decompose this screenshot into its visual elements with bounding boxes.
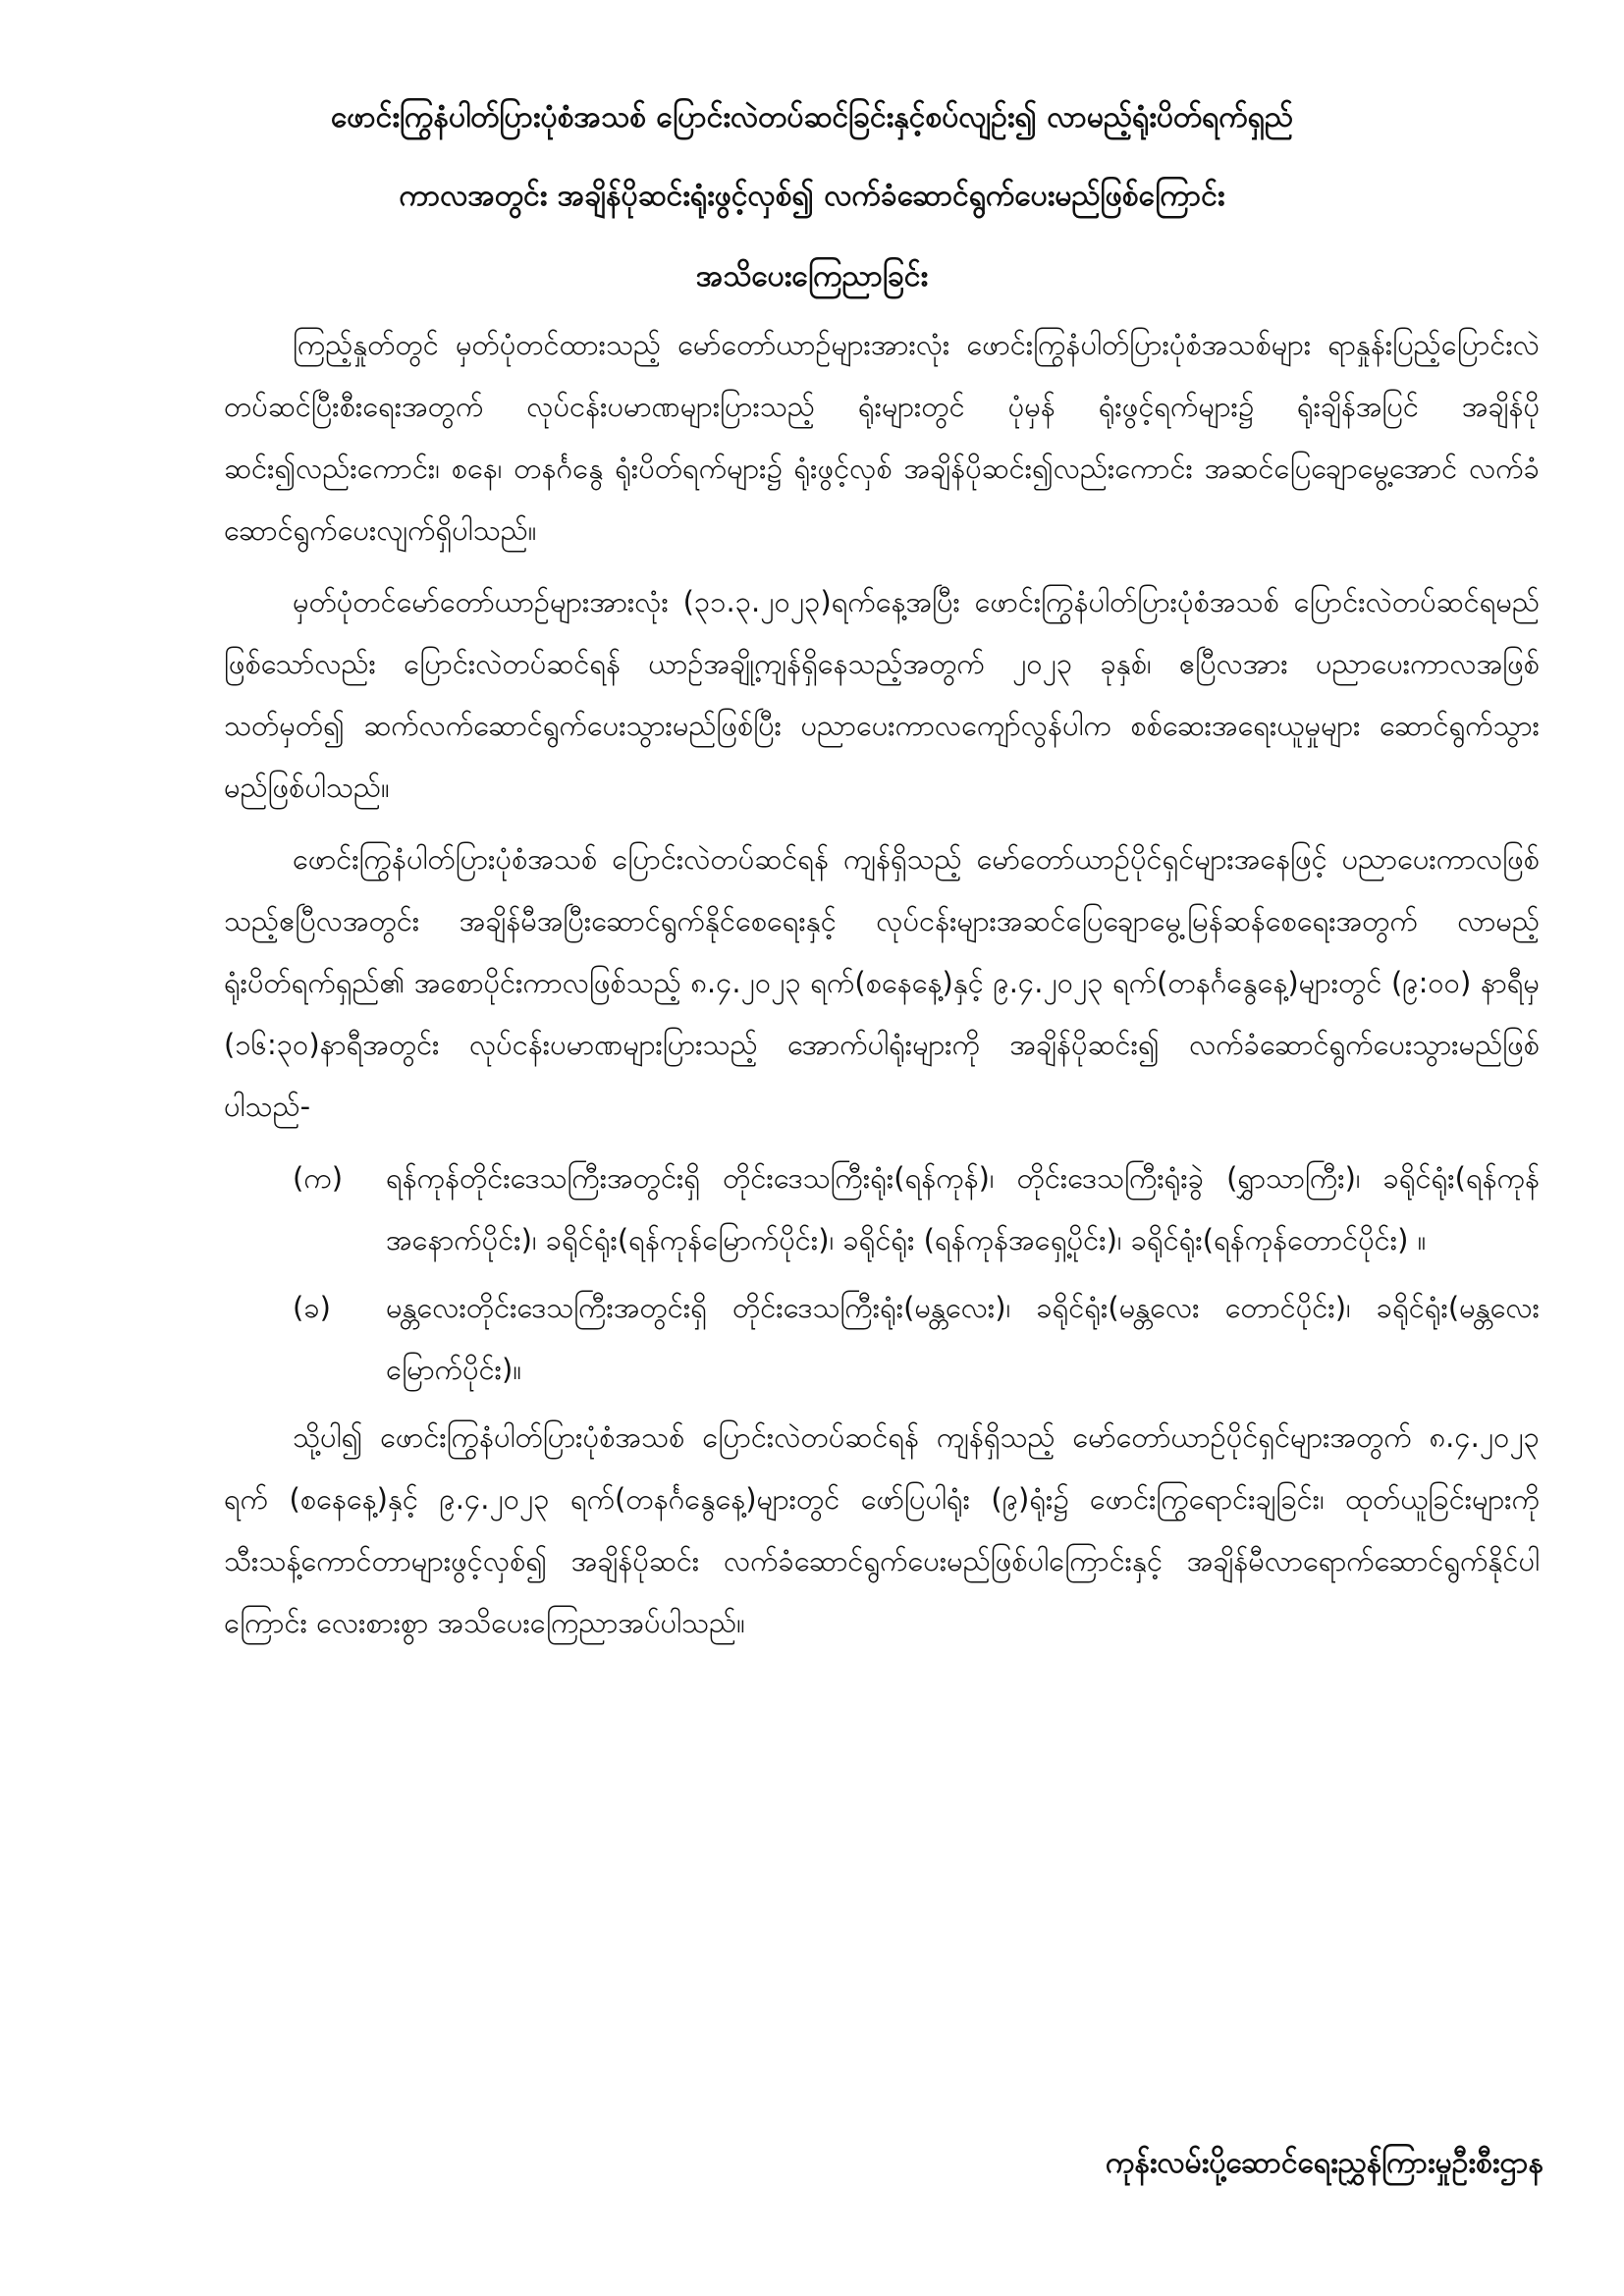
list-item — [224, 1277, 1540, 1401]
title-line-2: ကာလအတွင်း အချိန်ပိုဆင်းရုံးဖွင့်လှစ်၍ လက်ခံဆောင်ရွက်ပေးမည်ဖြစ်ကြောင်း — [399, 179, 1225, 213]
closing-paragraph: သို့ပါ၍ ဖောင်းကြွနံပါတ်ပြားပုံစံအသစ် ပြောင်းလဲတပ်ဆင်ရန် ကျန်ရှိသည့် မော်တော်ယာဉ်ပိုင်ရှင်များအတွက် ၈.၄.၂၀၂၃ ရက် (စနေနေ့)နှင့် ၉.၄.၂၀၂၃ ရက်(တနင်္ဂနွေနေ့)များတွင် ဖော်ပြပါရုံး (၉)ရုံး၌ ဖောင်းကြွရောင်းချခြင်း၊ ထုတ်ယူခြင်းများကို သီးသန့်ကောင်တာများဖွင့်လှစ်၍ အချိန်ပိုဆင်း လက်ခံဆောင်ရွက်ပေးမည်ဖြစ်ပါကြောင်းနှင့် အချိန်မီလာရောက်ဆောင်ရွက်နိုင်ပါကြောင်း လေးစားစွာ အသိပေးကြေညာအပ်ပါသည်။ — [224, 1420, 1540, 1639]
signature-department: ကုန်းလမ်းပို့ဆောင်ရေးညွှန်ကြားမှုဦးစီးဌာန — [1106, 2146, 1543, 2180]
office-list — [224, 1148, 1540, 1401]
title-line-1: ဖောင်းကြွနံပါတ်ပြားပုံစံအသစ် ပြောင်းလဲတပ်ဆင်ခြင်းနှင့်စပ်လျဉ်း၍ လာမည့်ရုံးပိတ်ရက်ရှည် — [331, 100, 1293, 134]
paragraph-2: မှတ်ပုံတင်မော်တော်ယာဉ်များအားလုံး (၃၁.၃.၂၀၂၃)ရက်နေ့အပြီး ဖောင်းကြွနံပါတ်ပြားပုံစံအသစ် ပြောင်းလဲတပ်ဆင်ရမည်ဖြစ်သော်လည်း ပြောင်းလဲတပ်ဆင်ရန် ယာဉ်အချို့ကျန်ရှိနေသည့်အတွက် ၂၀၂၃ ခုနှစ်၊ ဧပြီလအား ပညာပေးကာလအဖြစ်သတ်မှတ်၍ ဆက်လက်ဆောင်ရွက်ပေးသွားမည်ဖြစ်ပြီး ပညာပေးကာလကျော်လွန်ပါက စစ်ဆေးအရေးယူမှုများ ဆောင်ရွက်သွားမည်ဖြစ်ပါသည်။ — [224, 585, 1540, 804]
list-item-text: ရန်ကုန်တိုင်းဒေသကြီးအတွင်းရှိ တိုင်းဒေသကြီးရုံး(ရန်ကုန်)၊ တိုင်းဒေသကြီးရုံးခွဲ (ရွှာသာကြီး)၊ ခရိုင်ရုံး(ရန်ကုန်အနောက်ပိုင်း)၊ ခရိုင်ရုံး(ရန်ကုန်မြောက်ပိုင်း)၊ ခရိုင်ရုံး (ရန်ကုန်အရှေ့ပိုင်း)၊ ခရိုင်ရုံး(ရန်ကုန်တောင်ပိုင်း) ။ — [386, 1161, 1540, 1256]
list-item — [224, 1148, 1540, 1271]
list-item-text: မန္တလေးတိုင်းဒေသကြီးအတွင်းရှိ တိုင်းဒေသကြီးရုံး(မန္တလေး)၊ ခရိုင်ရုံး(မန္တလေး တောင်ပိုင်း)၊ ခရိုင်ရုံး(မန္တလေးမြောက်ပိုင်း)။ — [386, 1291, 1540, 1386]
paragraph-3: ဖောင်းကြွနံပါတ်ပြားပုံစံအသစ် ပြောင်းလဲတပ်ဆင်ရန် ကျန်ရှိသည့် မော်တော်ယာဉ်ပိုင်ရှင်များအနေဖြင့် ပညာပေးကာလဖြစ်သည့်ဧပြီလအတွင်း အချိန်မီအပြီးဆောင်ရွက်နိုင်စေရေးနှင့် လုပ်ငန်းများအဆင်ပြေချောမွေ့မြန်ဆန်စေရေးအတွက် လာမည့်ရုံးပိတ်ရက်ရှည်၏ အစောပိုင်းကာလဖြစ်သည့် ၈.၄.၂၀၂၃ ရက်(စနေနေ့)နှင့် ၉.၄.၂၀၂၃ ရက်(တနင်္ဂနွေနေ့)များတွင် (၉:၀၀) နာရီမှ (၁၆:၃၀)နာရီအတွင်း လုပ်ငန်းပမာဏများပြားသည့် အောက်ပါရုံးများကို အချိန်ပိုဆင်း၍ လက်ခံဆောင်ရွက်ပေးသွားမည်ဖြစ်ပါသည်- — [224, 842, 1540, 1123]
list-item-label: (ခ) — [293, 1291, 331, 1324]
list-item-label: (က) — [293, 1161, 344, 1195]
document-body — [224, 314, 1540, 1664]
title-line-3: အသိပေးကြေညာခြင်း — [695, 259, 929, 294]
paragraph-1: ကြည့်နှုတ်တွင် မှတ်ပုံတင်ထားသည့် မော်တော်ယာဉ်များအားလုံး ဖောင်းကြွနံပါတ်ပြားပုံစံအသစ်များ ရာနှုန်းပြည့်ပြောင်းလဲတပ်ဆင်ပြီးစီးရေးအတွက် လုပ်ငန်းပမာဏများပြားသည့် ရုံးများတွင် ပုံမှန် ရုံးဖွင့်ရက်များ၌ ရုံးချိန်အပြင် အချိန်ပိုဆင်း၍လည်းကောင်း၊ စနေ၊ တနင်္ဂနွေ ရုံးပိတ်ရက်များ၌ ရုံးဖွင့်လှစ် အချိန်ပိုဆင်း၍လည်းကောင်း အဆင်ပြေချောမွေ့အောင် လက်ခံဆောင်ရွက်ပေးလျက်ရှိပါသည်။ — [224, 328, 1540, 547]
